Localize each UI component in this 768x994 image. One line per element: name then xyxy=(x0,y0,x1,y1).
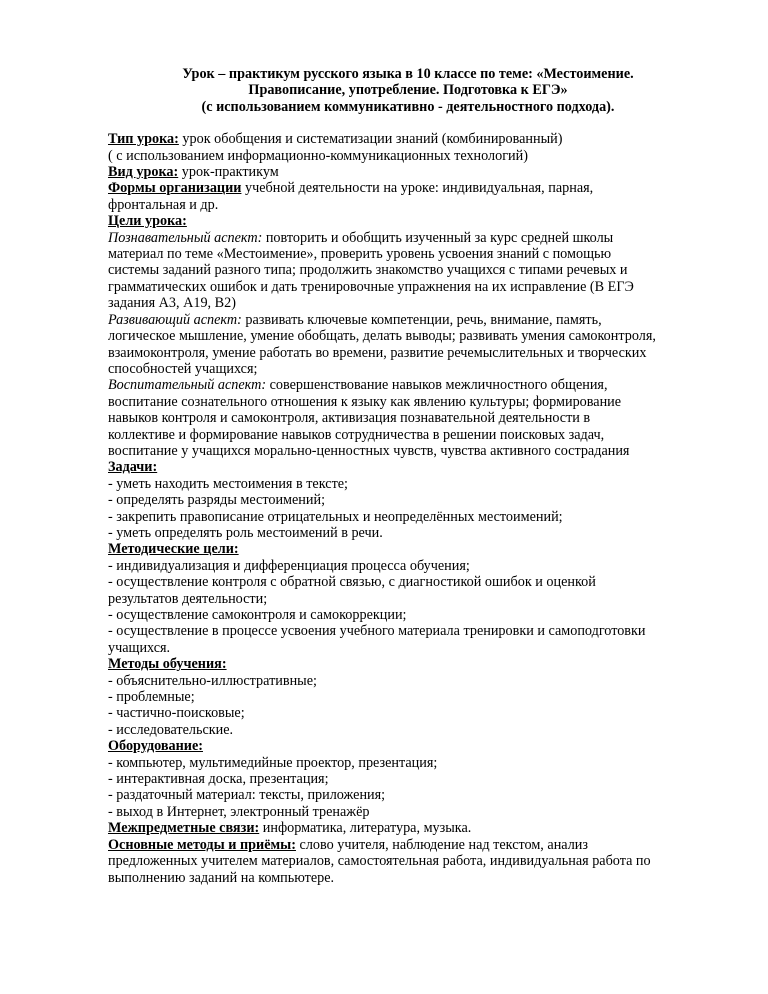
educational-aspect xyxy=(108,377,708,393)
main-methods xyxy=(108,837,708,853)
educational-text: совершенствование навыков межличностного общения, xyxy=(266,377,608,394)
lesson-type xyxy=(108,131,708,147)
list-item: - определять разряды местоимений; xyxy=(108,492,326,509)
developing-text: развивать ключевые компетенции, речь, внимание, память, xyxy=(241,311,602,328)
interdisciplinary-links xyxy=(108,820,708,836)
forms xyxy=(108,180,708,196)
list-item: - уметь находить местоимения в тексте; xyxy=(108,475,349,492)
cognitive-label: Познавательный аспект: xyxy=(108,229,263,246)
lesson-kind-label: Вид урока: xyxy=(108,164,179,181)
list-item: - уметь определять роль местоимений в речи. xyxy=(108,524,383,541)
document-page xyxy=(108,66,708,886)
list-item: учащихся. xyxy=(108,639,171,656)
lesson-type-line2: ( с использованием информационно-коммуникационных технологий) xyxy=(108,147,528,164)
cognitive-aspect xyxy=(108,230,708,246)
links-text: информатика, литература, музыка. xyxy=(259,820,472,837)
title-line: Урок – практикум русского языка в 10 классе по теме: «Местоимение. xyxy=(182,66,634,82)
links-label: Межпредметные связи: xyxy=(108,820,260,837)
cognitive-text: повторить и обобщить изученный за курс средней школы xyxy=(262,229,614,246)
lesson-kind xyxy=(108,164,708,180)
lesson-type-text: урок обобщения и систематизации знаний (комбинированный) xyxy=(178,131,563,148)
forms-text: учебной деятельности на уроке: индивидуальная, парная, xyxy=(241,180,594,197)
educational-line: воспитание сознательного отношения к языку как явлению культуры; формирование xyxy=(108,393,622,410)
main-methods-line: выполнению заданий на компьютере. xyxy=(108,869,335,886)
list-item: - компьютер, мультимедийные проектор, презентация; xyxy=(108,754,438,771)
educational-line: воспитание у учащихся морально-ценностных чувств, чувства активного сострадания xyxy=(108,442,630,459)
title-line: (с использованием коммуникативно - деятельностного подхода). xyxy=(201,98,615,115)
cognitive-line: задания А3, А19, В2) xyxy=(108,295,236,312)
main-methods-label: Основные методы и приёмы: xyxy=(108,836,296,853)
cognitive-line: материал по теме «Местоимение», проверить уровень усвоения знаний с помощью xyxy=(108,246,612,263)
educational-label: Воспитательный аспект: xyxy=(108,377,267,394)
forms-line2: фронтальная и др. xyxy=(108,196,219,213)
cognitive-line: системы заданий разного типа; продолжить знакомство учащихся с типами речевых и xyxy=(108,262,628,279)
list-item: - осуществление в процессе усвоения учебного материала тренировки и самоподготовки xyxy=(108,623,646,640)
list-item: - интерактивная доска, презентация; xyxy=(108,771,329,788)
educational-line: коллективе и формирование навыков сотрудничества в решении поисковых задач, xyxy=(108,426,605,443)
main-methods-line: предложенных учителем материалов, самостоятельная работа, индивидуальная работа по xyxy=(108,853,651,870)
cognitive-line: грамматических ошибок и дать тренировочные упражнения на их исправление (В ЕГЭ xyxy=(108,278,634,295)
methods-heading: Методы обучения: xyxy=(108,656,227,673)
developing-aspect xyxy=(108,312,708,328)
list-item: - объяснительно-иллюстративные; xyxy=(108,672,317,689)
list-item: - раздаточный материал: тексты, приложения; xyxy=(108,787,386,804)
methodical-heading: Методические цели: xyxy=(108,541,239,558)
list-item: - закрепить правописание отрицательных и неопределённых местоимений; xyxy=(108,508,563,525)
equipment-heading: Оборудование: xyxy=(108,738,203,755)
list-item: - индивидуализация и дифференциация процесса обучения; xyxy=(108,557,470,574)
developing-line: логическое мышление, умение обобщать, делать выводы; развивать умения самоконтроля, xyxy=(108,328,656,345)
goals-heading: Цели урока: xyxy=(108,213,187,230)
list-item: - исследовательские. xyxy=(108,721,234,738)
educational-line: навыков контроля и самоконтроля, активизация познавательной деятельности в xyxy=(108,410,591,427)
forms-label: Формы организации xyxy=(108,180,242,197)
list-item: результатов деятельности; xyxy=(108,590,268,607)
list-item: - выход в Интернет, электронный тренажёр xyxy=(108,803,370,820)
title-line: Правописание, употребление. Подготовка к ЕГЭ» xyxy=(248,82,568,99)
document-title xyxy=(108,66,708,115)
developing-label: Развивающий аспект: xyxy=(108,311,242,328)
developing-line: способностей учащихся; xyxy=(108,360,258,377)
list-item: - осуществление самоконтроля и самокоррекции; xyxy=(108,607,407,623)
tasks-heading: Задачи: xyxy=(108,459,158,476)
list-item: - частично-поисковые; xyxy=(108,705,245,722)
list-item: - осуществление контроля с обратной связью, с диагностикой ошибок и оценкой xyxy=(108,574,596,591)
main-methods-text: слово учителя, наблюдение над текстом, анализ xyxy=(295,836,588,853)
list-item: - проблемные; xyxy=(108,689,195,706)
developing-line: взаимоконтроля, умение работать во времени, развитие речемыслительных и творческих xyxy=(108,344,647,361)
lesson-type-label: Тип урока: xyxy=(108,131,179,148)
lesson-kind-text: урок-практикум xyxy=(178,164,279,181)
